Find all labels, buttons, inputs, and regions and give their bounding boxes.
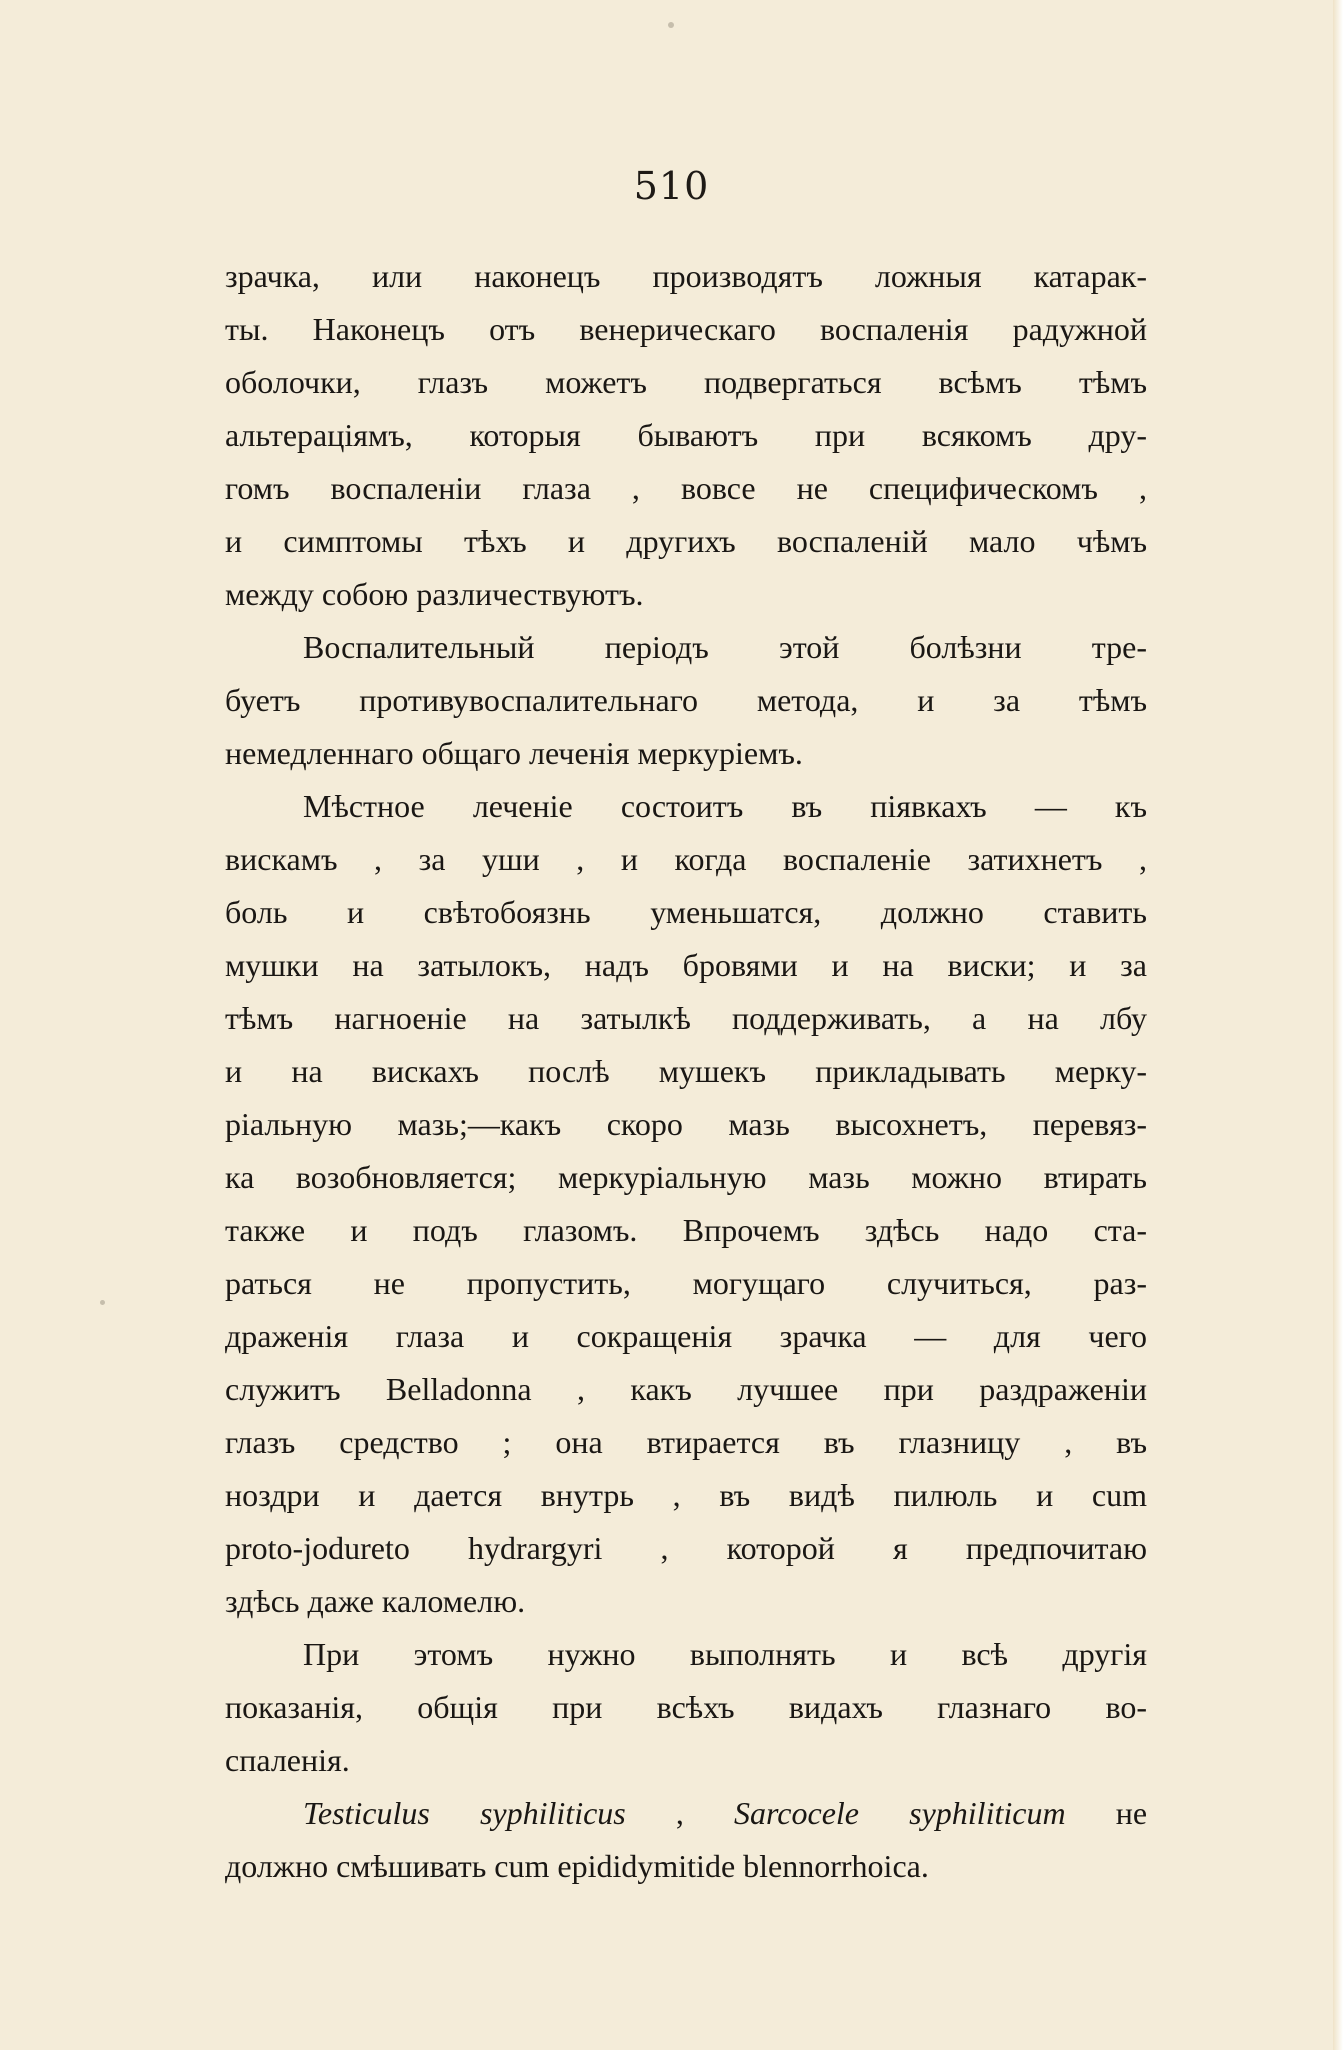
text-run: не (1065, 1795, 1147, 1831)
text-line: буетъ противувоспалительнаго метода, и за тѣмъ (225, 682, 1147, 718)
text-line: тѣмъ нагноеніе на затылкѣ поддерживать, а на лбу (225, 1000, 1147, 1036)
text-line: здѣсь даже каломелю. (225, 1583, 526, 1619)
text-line: зрачка, или наконецъ производятъ ложныя катарак- (225, 258, 1147, 294)
paragraph (225, 250, 1147, 621)
text-line: и на вискахъ послѣ мушекъ прикладывать мерку- (225, 1053, 1147, 1089)
text-line: ка возобновляется; меркуріальную мазь можно втирать (225, 1159, 1147, 1195)
text-line: мушки на затылокъ, надъ бровями и на виски; и за (225, 947, 1147, 983)
text-line: Мѣстное леченіе состоитъ въ піявкахъ — къ (303, 788, 1147, 824)
text-line: оболочки, глазъ можетъ подвергаться всѣмъ тѣмъ (225, 364, 1147, 400)
paragraph-final (225, 1787, 1147, 1893)
text-line: спаленія. (225, 1742, 350, 1778)
body-text (225, 250, 1147, 1893)
text-line: ты. Наконецъ отъ венерическаго воспаленія радужной (225, 311, 1147, 347)
page-edge-shadow (1333, 0, 1343, 2050)
text-line: ноздри и дается внутрь , въ видѣ пилюль и cum (225, 1477, 1147, 1513)
text-line: гомъ воспаленіи глаза , вовсе не специфическомъ , (225, 470, 1147, 506)
text-line: драженія глаза и сокращенія зрачка — для чего (225, 1318, 1147, 1354)
text-line: раться не пропустить, могущаго случиться, раз- (225, 1265, 1147, 1301)
text-line: служитъ Belladonna , какъ лучшее при раздраженіи (225, 1371, 1147, 1407)
paragraph (225, 1628, 1147, 1787)
text-line: При этомъ нужно выполнять и всѣ другія (303, 1636, 1147, 1672)
text-line: показанія, общія при всѣхъ видахъ глазнаго во- (225, 1689, 1147, 1725)
latin-term: Sarcocele syphiliticum (734, 1795, 1066, 1831)
paragraph (225, 780, 1147, 1628)
text-line (225, 1787, 1147, 1840)
text-line: и симптомы тѣхъ и другихъ воспаленій мало чѣмъ (225, 523, 1147, 559)
text-line: между собою различествуютъ. (225, 576, 644, 612)
text-line: proto-jodureto hydrargyri , которой я предпочитаю (225, 1530, 1147, 1566)
text-line: ріальную мазь;—какъ скоро мазь высохнетъ, перевяз- (225, 1106, 1147, 1142)
text-line: также и подъ глазомъ. Впрочемъ здѣсь надо ста- (225, 1212, 1147, 1248)
text-line: боль и свѣтобоязнь уменьшатся, должно ставить (225, 894, 1147, 930)
ink-speck (100, 1300, 105, 1305)
paragraph (225, 621, 1147, 780)
page-number: 510 (633, 164, 710, 208)
text-line: вискамъ , за уши , и когда воспаленіе затихнетъ , (225, 841, 1147, 877)
text-line: альтераціямъ, которыя бываютъ при всякомъ дру- (225, 417, 1147, 453)
text-line: глазъ средство ; она втирается въ глазницу , въ (225, 1424, 1147, 1460)
text-run: , (625, 1795, 735, 1831)
text-line: Воспалительный періодъ этой болѣзни тре- (303, 629, 1147, 665)
text-run: должно смѣшивать cum epididymitide blennorrhoica. (225, 1848, 929, 1884)
text-line: немедленнаго общаго леченія меркуріемъ. (225, 735, 803, 771)
text-line (225, 1840, 1147, 1893)
latin-term: Testiculus syphiliticus (303, 1795, 626, 1831)
ink-speck (668, 22, 674, 28)
